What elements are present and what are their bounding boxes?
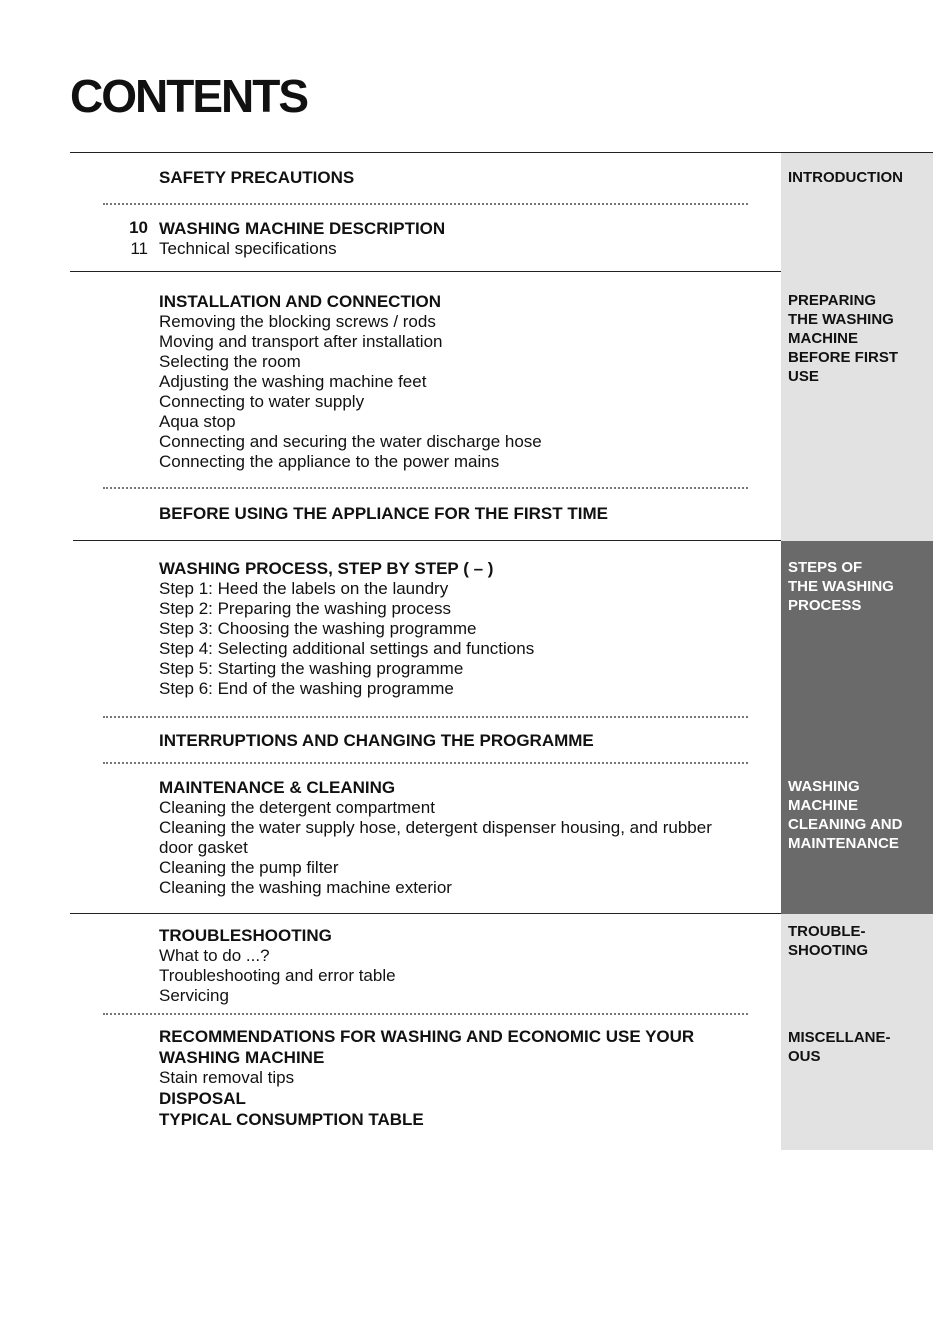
toc-item[interactable]: What to do ...?	[159, 946, 270, 965]
toc-item[interactable]: Stain removal tips	[159, 1068, 295, 1087]
toc-group-safety	[159, 167, 759, 188]
toc-page-number: 11	[130, 239, 148, 258]
toc-group-washing-process	[159, 558, 759, 699]
dotted-divider	[103, 1013, 748, 1015]
toc-item[interactable]: Step 1: Heed the labels on the laundry	[159, 579, 449, 598]
separator-top	[70, 152, 933, 153]
toc-item[interactable]: Removing the blocking screws / rods	[159, 312, 436, 331]
toc-page-number: 10	[129, 218, 148, 237]
toc-item[interactable]: Moving and transport after installation	[159, 332, 443, 351]
toc-heading[interactable]: INSTALLATION AND CONNECTION	[159, 292, 442, 311]
toc-item[interactable]: Connecting to water supply	[159, 392, 365, 411]
toc-heading[interactable]: WASHING MACHINE DESCRIPTION	[159, 219, 446, 238]
toc-heading[interactable]: WASHING MACHINE	[159, 1048, 325, 1067]
separator-introduction	[70, 271, 781, 272]
toc-group-installation	[159, 291, 759, 472]
toc-item[interactable]: Cleaning the water supply hose, detergent dispenser housing, and rubber	[159, 818, 712, 837]
toc-item[interactable]: Cleaning the detergent compartment	[159, 798, 435, 817]
toc-item[interactable]: Cleaning the pump filter	[159, 858, 339, 877]
section-label-troubleshooting: TROUBLE- SHOOTING	[788, 923, 869, 959]
toc-group-description	[159, 218, 759, 259]
toc-item[interactable]: Step 3: Choosing the washing programme	[159, 619, 477, 638]
toc-heading[interactable]: DISPOSAL	[159, 1089, 246, 1108]
toc-item[interactable]: Servicing	[159, 986, 229, 1005]
toc-item[interactable]: door gasket	[159, 838, 248, 857]
toc-item[interactable]: Technical specifications	[159, 239, 337, 258]
toc-item[interactable]: Selecting the room	[159, 352, 301, 371]
toc-heading[interactable]: INTERRUPTIONS AND CHANGING THE PROGRAMME	[159, 731, 594, 750]
dotted-divider	[103, 203, 748, 205]
toc-item[interactable]: Adjusting the washing machine feet	[159, 372, 427, 391]
toc-item[interactable]: Troubleshooting and error table	[159, 966, 396, 985]
section-label-cleaning: WASHING MACHINE CLEANING AND MAINTENANCE	[788, 778, 903, 852]
section-label-preparing: PREPARING THE WASHING MACHINE BEFORE FIRST USE	[788, 292, 899, 385]
section-label-introduction: INTRODUCTION	[788, 169, 903, 186]
toc-item[interactable]: Step 5: Starting the washing programme	[159, 659, 464, 678]
toc-heading[interactable]: SAFETY PRECAUTIONS	[159, 168, 355, 187]
separator-preparing	[73, 540, 781, 541]
dotted-divider	[103, 716, 748, 718]
toc-heading[interactable]: MAINTENANCE & CLEANING	[159, 778, 396, 797]
toc-group-troubleshooting	[159, 925, 759, 1006]
separator-steps	[70, 913, 781, 914]
toc-heading[interactable]: RECOMMENDATIONS FOR WASHING AND ECONOMIC USE YOUR	[159, 1027, 695, 1046]
toc-heading[interactable]: TROUBLESHOOTING	[159, 926, 332, 945]
toc-item[interactable]: Step 4: Selecting additional settings and functions	[159, 639, 535, 658]
toc-group-maintenance	[159, 777, 759, 898]
toc-item[interactable]: Step 2: Preparing the washing process	[159, 599, 452, 618]
toc-item[interactable]: Cleaning the washing machine exterior	[159, 878, 452, 897]
toc-item[interactable]: Step 6: End of the washing programme	[159, 679, 454, 698]
toc-heading[interactable]: WASHING PROCESS, STEP BY STEP ( – )	[159, 559, 494, 578]
toc-group-interruptions	[159, 730, 759, 751]
section-label-steps: STEPS OF THE WASHING PROCESS	[788, 559, 894, 614]
toc-group-recommendations	[159, 1026, 759, 1130]
section-label-misc: MISCELLANE- OUS	[788, 1029, 891, 1065]
toc-heading[interactable]: BEFORE USING THE APPLIANCE FOR THE FIRST TIME	[159, 504, 608, 523]
toc-item[interactable]: Aqua stop	[159, 412, 236, 431]
toc-item[interactable]: Connecting the appliance to the power mains	[159, 452, 500, 471]
toc-item[interactable]: Connecting and securing the water discharge hose	[159, 432, 542, 451]
toc-heading[interactable]: TYPICAL CONSUMPTION TABLE	[159, 1110, 424, 1129]
toc-group-first-use	[159, 503, 759, 524]
page-title: CONTENTS	[70, 70, 307, 122]
dotted-divider	[103, 487, 748, 489]
dotted-divider	[103, 762, 748, 764]
